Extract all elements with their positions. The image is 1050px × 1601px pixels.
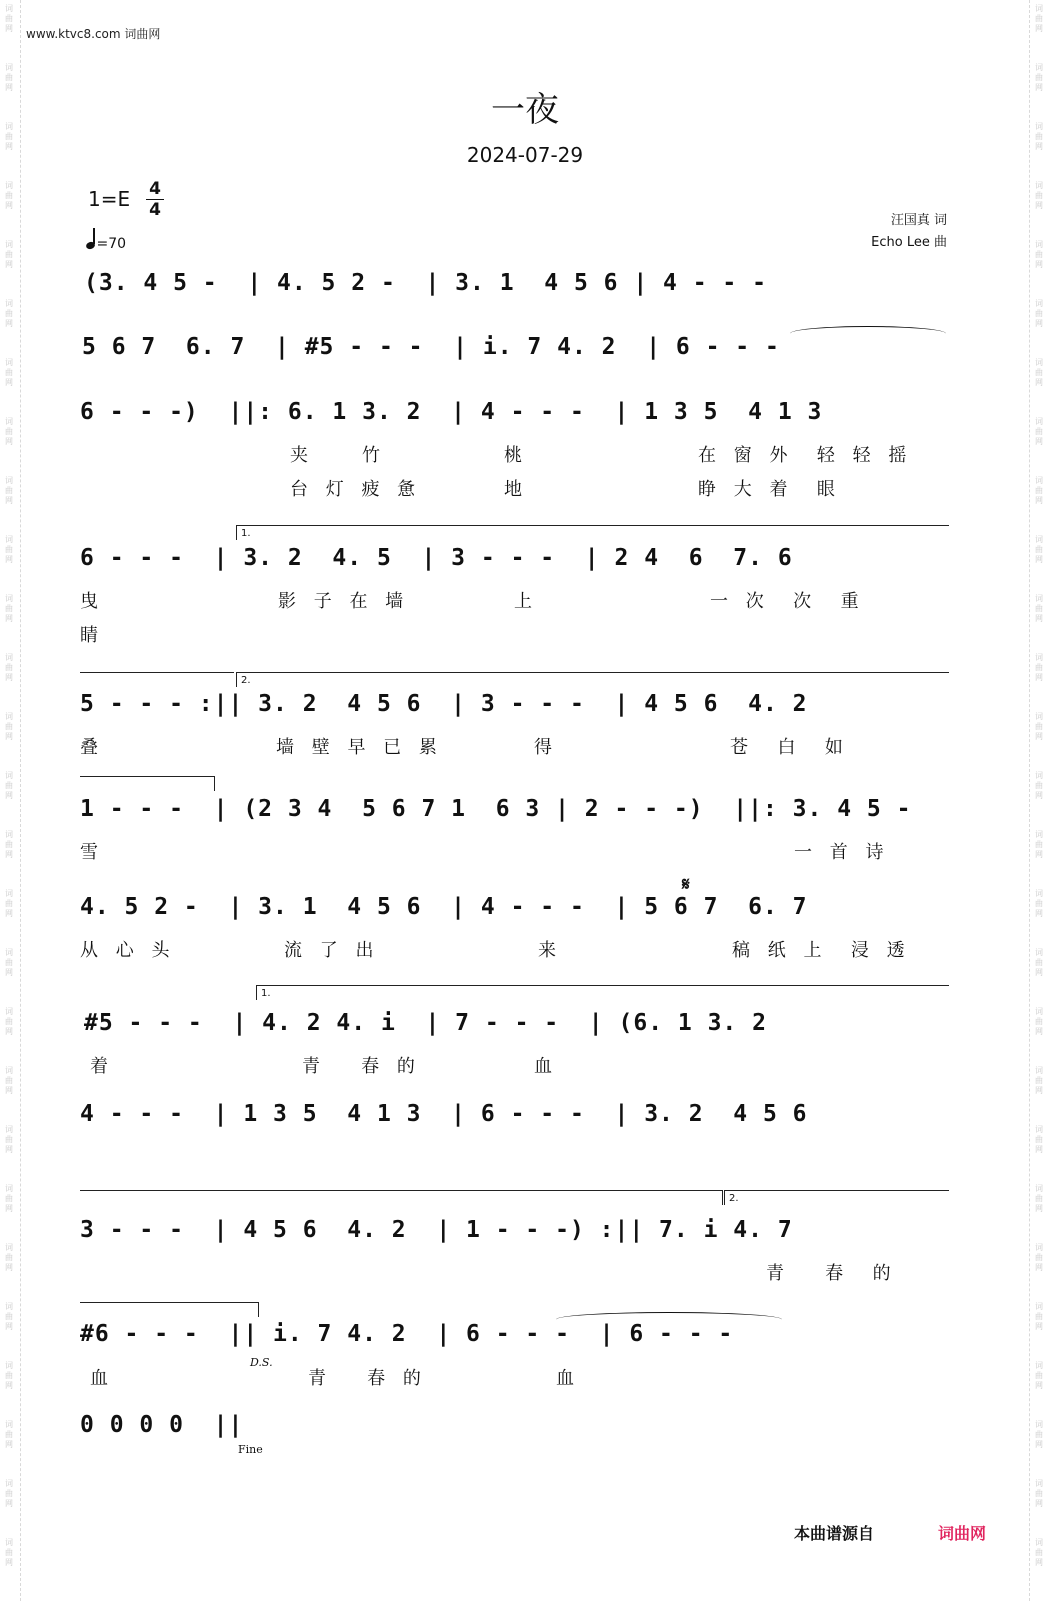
credits: [871, 210, 947, 254]
watermark-text: 词 曲 网: [1035, 771, 1043, 800]
lyric: 桃: [504, 445, 528, 466]
lyric: 睛: [80, 625, 104, 646]
tempo-marking: [86, 232, 126, 252]
lyric: 流 了 出: [284, 940, 380, 961]
watermark-text: 词 曲 网: [5, 417, 13, 446]
lyric: 曳: [80, 591, 104, 612]
lyric: 夹: [290, 445, 314, 466]
time-signature: [144, 180, 166, 219]
watermark-text: 词 曲 网: [1035, 1066, 1043, 1095]
ds-marking: D.S.: [250, 1356, 273, 1369]
volta-bracket-1b: 1.: [256, 985, 949, 1000]
volta-bracket-1: 1.: [236, 525, 949, 540]
watermark-text: 词 曲 网: [1035, 948, 1043, 977]
system-notes: 5 6 7 6. 7 | #5 - - - | i. 7 4. 2 | 6 - - -: [82, 334, 780, 360]
lyric: 着: [90, 1056, 114, 1077]
lyric: 影 子 在 墙: [278, 591, 410, 612]
watermark-text: 词 曲 网: [5, 948, 13, 977]
watermark-text: 词 曲 网: [5, 1361, 13, 1390]
watermark-text: 词 曲 网: [1035, 181, 1043, 210]
watermark-text: 词 曲 网: [1035, 594, 1043, 623]
watermark-text: 词 曲 网: [5, 535, 13, 564]
watermark-text: 词 曲 网: [5, 1302, 13, 1331]
system-notes: 4. 5 2 - | 3. 1 4 5 6 | 4 - - - | 5 6 7 6. 7: [80, 894, 808, 920]
composer: Echo Lee 曲: [871, 235, 947, 250]
watermark-text: 词 曲 网: [5, 1420, 13, 1449]
volta-bracket-1b-end: [80, 1190, 723, 1205]
system-notes: #6 - - - || i. 7 4. 2 | 6 - - - | 6 - - -: [80, 1321, 734, 1347]
lyric: 苍 白 如: [730, 737, 849, 758]
watermark-text: 词 曲 网: [1035, 1302, 1043, 1331]
footer-source-label: 本曲谱源自: [794, 1524, 875, 1543]
watermark-text: 词 曲 网: [1035, 299, 1043, 328]
watermark-text: 词 曲 网: [5, 771, 13, 800]
watermark-text: 词 曲 网: [1035, 712, 1043, 741]
watermark-text: 词 曲 网: [5, 4, 13, 33]
system-notes: 6 - - -) ||: 6. 1 3. 2 | 4 - - - | 1 3 5 4 1 3: [80, 399, 823, 425]
watermark-text: 词 曲 网: [1035, 830, 1043, 859]
watermark-text: 词 曲 网: [1035, 4, 1043, 33]
score-system-7: [80, 894, 950, 928]
system-notes: 5 - - - :|| 3. 2 4 5 6 | 3 - - - | 4 5 6 4. 2: [80, 691, 808, 717]
volta-bracket-1-cont: [80, 672, 234, 687]
score-system-11: [80, 1321, 950, 1355]
score-system-1: [80, 270, 950, 304]
watermark-text: 词 曲 网: [1035, 122, 1043, 151]
watermark-text: 词 曲 网: [5, 594, 13, 623]
lyric: 一 次 次 重: [710, 591, 865, 612]
lyric: 墙 壁 早 已 累: [276, 737, 443, 758]
watermark-text: 词 曲 网: [1035, 1243, 1043, 1272]
system-notes: 4 - - - | 1 3 5 4 1 3 | 6 - - - | 3. 2 4 5 6: [80, 1101, 808, 1127]
score-system-3: [80, 399, 950, 433]
watermark-text: 词 曲 网: [1035, 1125, 1043, 1154]
lyric: 竹: [362, 445, 386, 466]
score-system-8: [80, 1010, 950, 1044]
watermark-text: 词 曲 网: [1035, 358, 1043, 387]
left-watermark-strip: [0, 0, 21, 1601]
watermark-text: 词 曲 网: [5, 299, 13, 328]
tempo-value: =70: [96, 236, 127, 252]
song-title: 一夜: [491, 90, 559, 130]
lyric: 上: [514, 591, 538, 612]
system-notes: (3. 4 5 - | 4. 5 2 - | 3. 1 4 5 6 | 4 - - -: [84, 270, 767, 296]
watermark-text: 词 曲 网: [5, 1479, 13, 1508]
volta-bracket-2: 2.: [236, 672, 949, 687]
song-date: 2024-07-29: [466, 143, 584, 167]
watermark-text: 词 曲 网: [5, 181, 13, 210]
volta-bracket-2-end: [80, 776, 215, 791]
footer-brand-link[interactable]: 词曲网: [938, 1524, 987, 1543]
system-notes: #5 - - - | 4. 2 4. i | 7 - - - | (6. 1 3. 2: [84, 1010, 767, 1036]
score-system-9: [80, 1101, 950, 1135]
score-system-6: [80, 796, 950, 830]
time-sig-bottom: 4: [149, 200, 161, 220]
lyric: 血: [534, 1056, 558, 1077]
watermark-text: 词 曲 网: [1035, 63, 1043, 92]
lyric: 台 灯 疲 惫: [290, 479, 422, 500]
lyric: 血: [90, 1368, 114, 1389]
lyric: 从 心 头: [80, 940, 176, 961]
watermark-text: 词 曲 网: [1035, 1479, 1043, 1508]
score-system-4: [80, 545, 950, 579]
lyric: 得: [534, 737, 558, 758]
tie-arc: [790, 326, 946, 341]
watermark-text: 词 曲 网: [5, 653, 13, 682]
key-signature: 1=E: [88, 187, 131, 211]
watermark-text: 词 曲 网: [5, 1538, 13, 1567]
watermark-text: 词 曲 网: [5, 1125, 13, 1154]
watermark-text: 词 曲 网: [1035, 1361, 1043, 1390]
watermark-text: 词 曲 网: [5, 1007, 13, 1036]
lyric: 睁 大 着 眼: [698, 479, 841, 500]
lyric: 一 首 诗: [794, 842, 890, 863]
watermark-text: 词 曲 网: [1035, 417, 1043, 446]
right-watermark-strip: [1029, 0, 1050, 1601]
watermark-text: 词 曲 网: [1035, 1184, 1043, 1213]
watermark-text: 词 曲 网: [1035, 889, 1043, 918]
watermark-text: 词 曲 网: [5, 358, 13, 387]
system-notes: 6 - - - | 3. 2 4. 5 | 3 - - - | 2 4 6 7. 6: [80, 545, 793, 571]
lyric: 稿 纸 上 浸 透: [732, 940, 911, 961]
watermark-text: 词 曲 网: [5, 830, 13, 859]
watermark-text: 词 曲 网: [5, 240, 13, 269]
lyric: 青 春 的: [308, 1368, 427, 1389]
lyric: 青 春 的: [302, 1056, 421, 1077]
watermark-text: 词 曲 网: [5, 712, 13, 741]
score-system-5: [80, 691, 950, 725]
lyric: 血: [556, 1368, 580, 1389]
watermark-text: 词 曲 网: [1035, 240, 1043, 269]
watermark-text: 词 曲 网: [1035, 653, 1043, 682]
watermark-text: 词 曲 网: [5, 476, 13, 505]
watermark-text: 词 曲 网: [1035, 1538, 1043, 1567]
watermark-text: 词 曲 网: [5, 1243, 13, 1272]
lyric: 地: [504, 479, 528, 500]
watermark-text: 词 曲 网: [5, 889, 13, 918]
score-system-12: [80, 1412, 950, 1446]
watermark-text: 词 曲 网: [5, 63, 13, 92]
system-notes: 1 - - - | (2 3 4 5 6 7 1 6 3 | 2 - - -) ||: 3. 4 5 -: [80, 796, 912, 822]
score-system-10: [80, 1217, 950, 1251]
watermark-text: 词 曲 网: [1035, 1420, 1043, 1449]
lyricist: 汪国真 词: [890, 213, 947, 228]
system-notes: 0 0 0 0 ||: [80, 1412, 244, 1438]
system-notes: 3 - - - | 4 5 6 4. 2 | 1 - - -) :|| 7. i 4. 7: [80, 1217, 793, 1243]
fine-marking: Fine: [238, 1443, 263, 1456]
watermark-text: 词 曲 网: [5, 122, 13, 151]
time-sig-top: 4: [149, 179, 161, 199]
watermark-text: 词 曲 网: [5, 1184, 13, 1213]
watermark-text: 词 曲 网: [1035, 535, 1043, 564]
lyric: 青 春 的: [766, 1263, 897, 1284]
volta-bracket-2b-end: [80, 1302, 259, 1317]
watermark-text: 词 曲 网: [1035, 1007, 1043, 1036]
lyric: 叠: [80, 737, 104, 758]
watermark-text: 词 曲 网: [1035, 476, 1043, 505]
lyric: 在 窗 外 轻 轻 摇: [698, 445, 913, 466]
volta-bracket-2b: 2.: [724, 1190, 949, 1205]
watermark-text: 词 曲 网: [5, 1066, 13, 1095]
lyric: 雪: [80, 842, 104, 863]
segno-icon: 𝄋: [682, 874, 690, 895]
site-url: www.ktvc8.com 词曲网: [26, 27, 161, 41]
lyric: 来: [538, 940, 562, 961]
